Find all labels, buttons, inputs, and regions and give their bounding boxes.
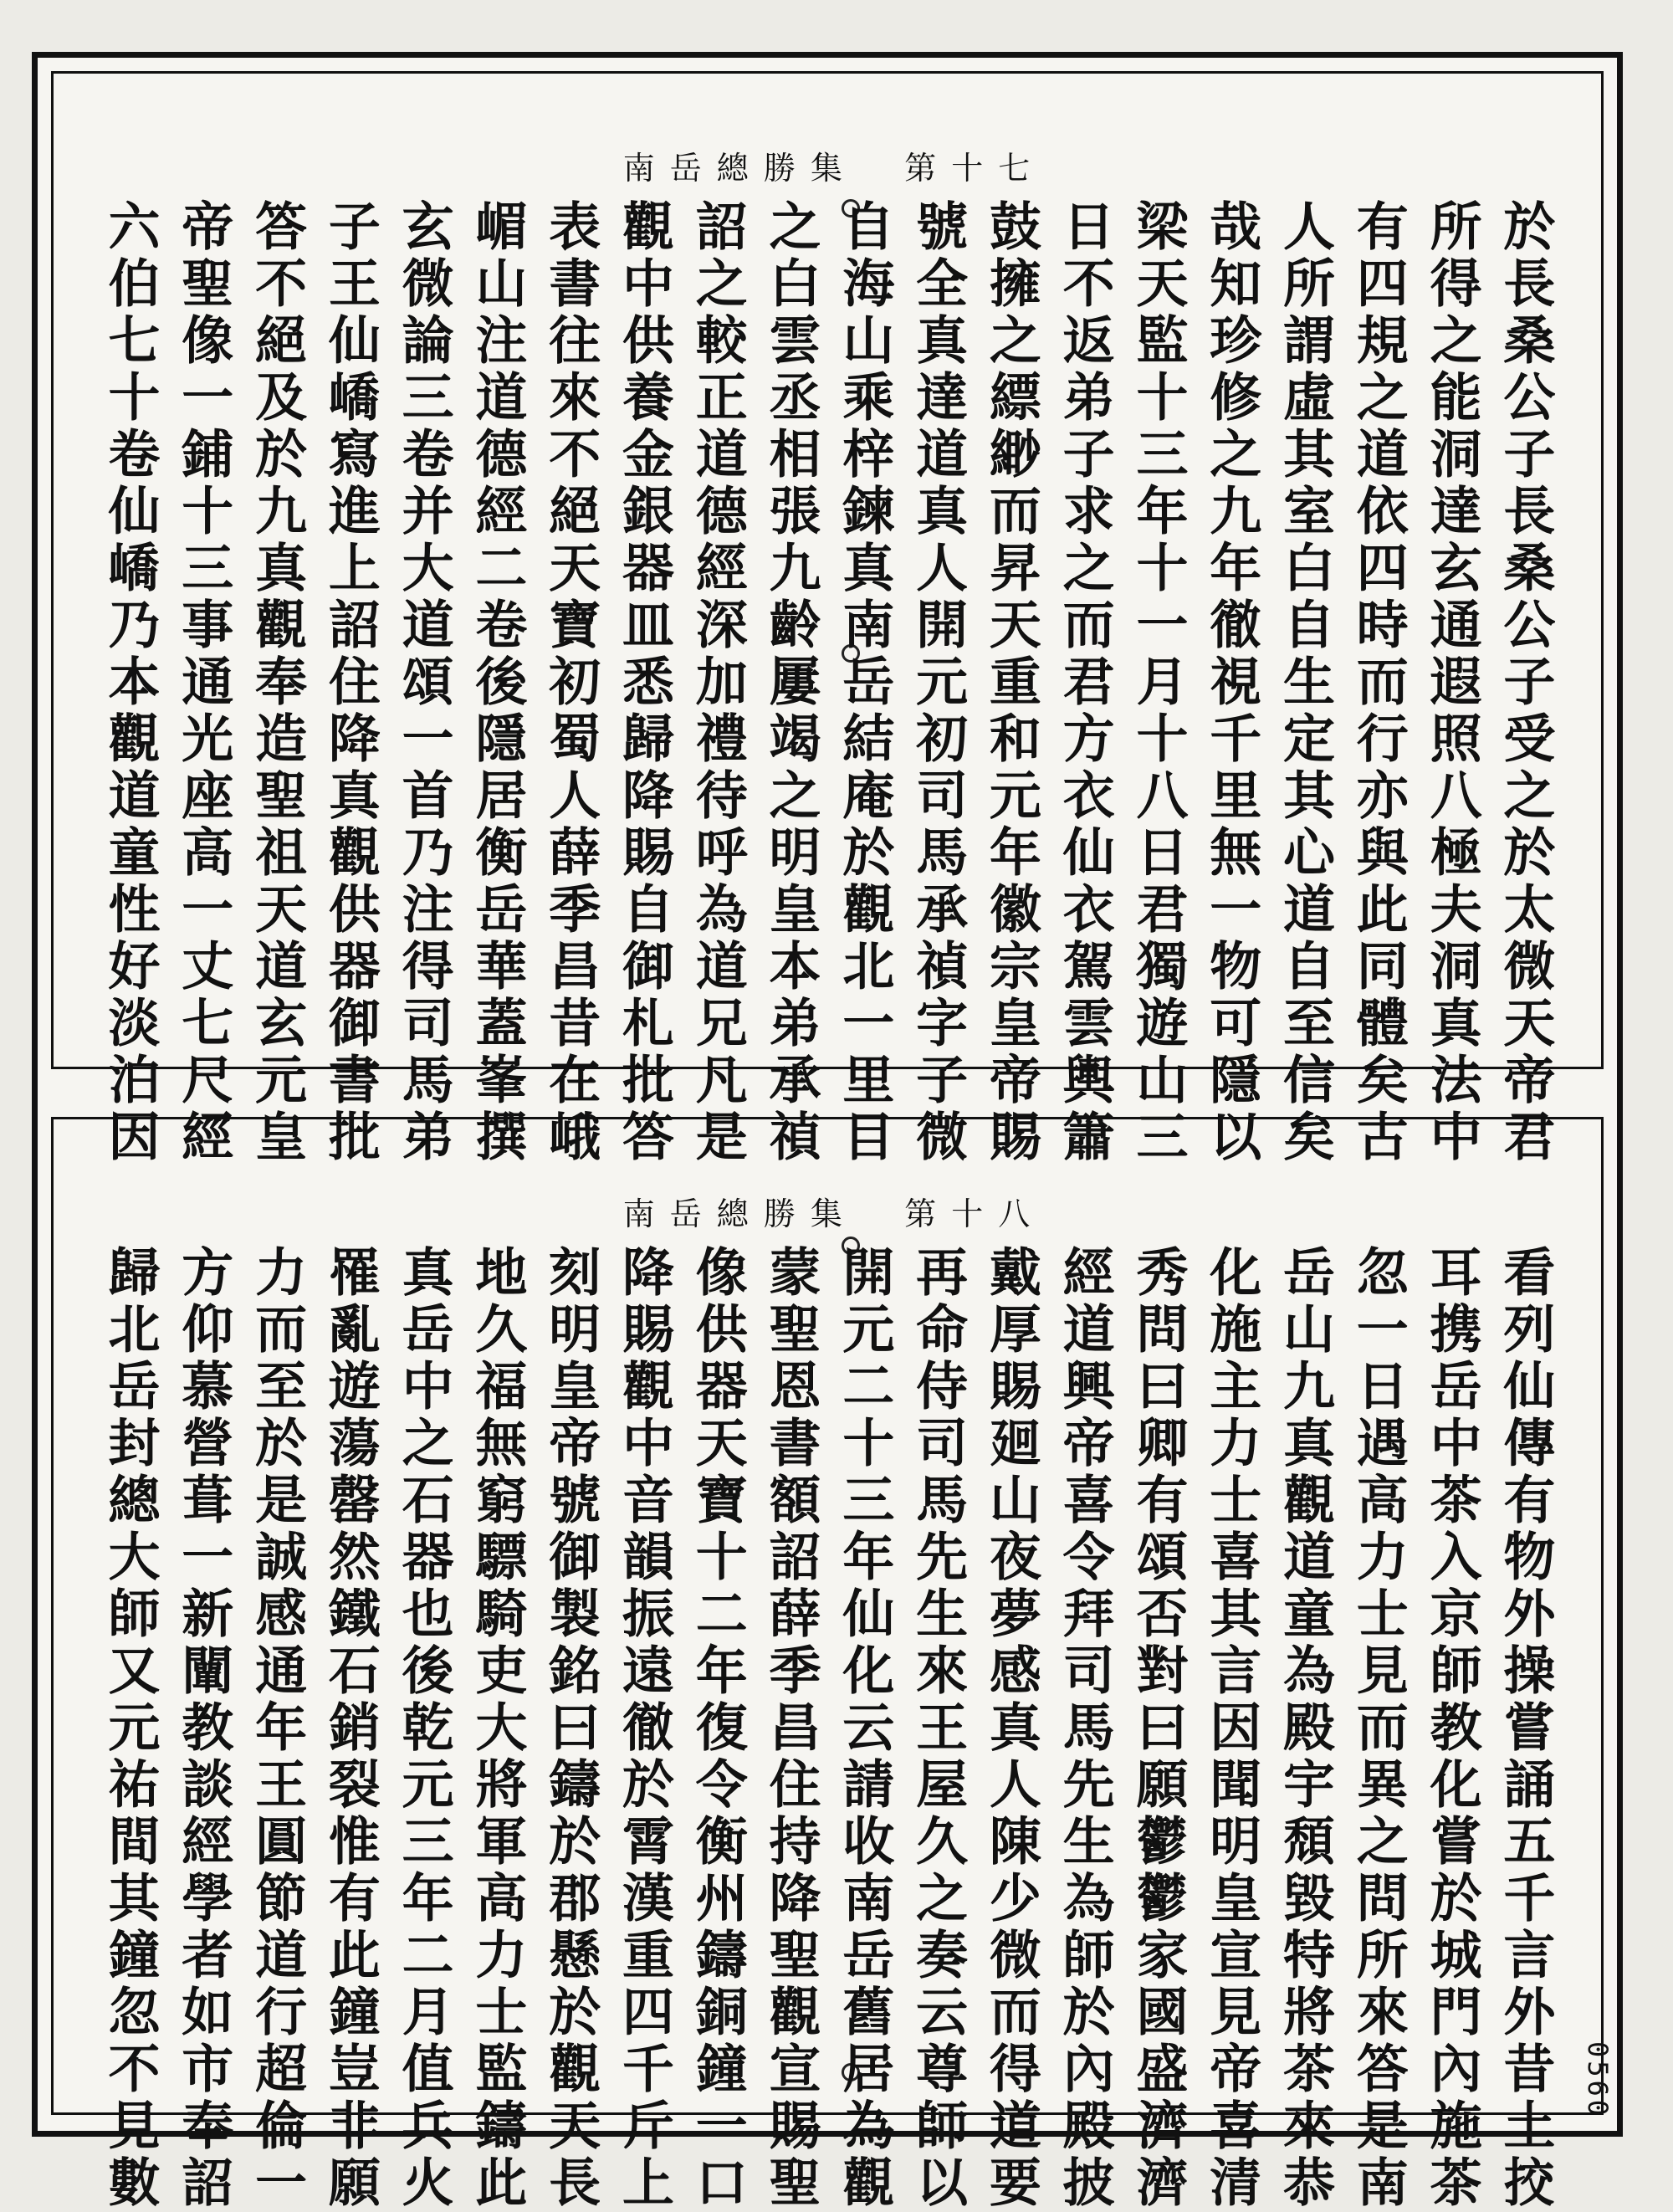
text-column: 降賜觀中音韻振遠徹於霄漢重四千斤上	[613, 1245, 675, 2212]
running-head	[54, 1188, 1601, 1234]
text-column: 經道興帝喜令拜司馬先生為師於內殿披	[1054, 1245, 1116, 2212]
text-column: 耳携岳中茶入京師教化嘗於城門內施茶	[1421, 1245, 1483, 2212]
running-head-char: 總	[716, 150, 750, 187]
text-column: 答不絕及於九真觀奉造聖祖天道玄元皇	[246, 199, 308, 1166]
text-column: 於長桑公子長桑公子受之於太微天帝君	[1494, 199, 1556, 1166]
text-column: 看列仙傳有物外操嘗誦五千言外昔土挍	[1494, 1245, 1556, 2212]
text-column: 忽一日遇高力士見而異之問所來答是南	[1348, 1245, 1410, 2212]
text-column: 之白雲丞相張九齡屢竭之明皇本弟承禎	[760, 199, 822, 1166]
running-head-char: 第	[904, 150, 939, 187]
text-column: 秀問曰卿有頌否對曰願鬱鬱家國盛濟濟	[1127, 1245, 1189, 2212]
text-column: 刻明皇帝號御製銘曰鑄於郡懸於觀天長	[540, 1245, 601, 2212]
text-column: 岳山九真觀道童為殿宇頹毀特將茶來恭	[1274, 1245, 1336, 2212]
text-column: 哉知珍修之九年徹視千里無一物可隱以	[1200, 199, 1262, 1166]
running-head-char: 十	[951, 150, 985, 187]
folio-number: 0560	[1582, 2040, 1614, 2119]
upper-half-page	[51, 71, 1604, 1166]
running-head-char: 十	[951, 1196, 985, 1232]
text-column: 詔之較正道德經深加禮待呼為道兄凡是	[687, 199, 749, 1166]
text-column: 真岳中之石器也後乾元三年二月值兵火	[393, 1245, 455, 2212]
text-column: 號全真達道真人開元初司馬承禎字子微	[907, 199, 969, 1166]
running-head	[54, 142, 1601, 188]
running-head-char: 八	[998, 1196, 1032, 1232]
running-head-char: 岳	[669, 150, 703, 187]
text-column: 像供器天寶十二年復令衡州鑄銅鐘一口	[687, 1245, 749, 2212]
text-column: 蒙聖恩書額詔薛季昌住持降聖觀宣賜聖	[760, 1245, 822, 2212]
running-head-char: 集	[810, 1196, 844, 1232]
lower-half-page	[51, 1117, 1604, 2212]
running-head-char: 總	[716, 1196, 750, 1232]
text-column: 鼓擁之縹緲而昇天重和元年徽宗皇帝賜	[980, 199, 1042, 1166]
text-column: 人所謂虛其室白自生定其心道自至信矣	[1274, 199, 1336, 1166]
text-column: 觀中供養金銀器皿悉歸降賜自御札批答	[613, 199, 675, 1166]
running-head-char: 南	[622, 1196, 657, 1232]
running-head-char: 勝	[763, 1196, 797, 1232]
running-head-char: 岳	[669, 1196, 703, 1232]
text-column: 嵋山注道德經二卷後隱居衡岳華蓋峯撰	[466, 199, 528, 1166]
text-column: 帝聖像一鋪十三事通光座高一丈七尺經	[172, 199, 234, 1166]
text-column: 表書往來不絕天寶初蜀人薛季昌昔在峨	[540, 199, 601, 1166]
text-column: 力而至於是誠感通年王圓節道行超倫一	[246, 1245, 308, 2212]
text-column: 罹亂遊蕩罄然鐵石銷裂惟有此鐘豈非願	[320, 1245, 381, 2212]
text-column: 所得之能洞達玄通遐照八極夫洞真法中	[1421, 199, 1483, 1166]
text-columns	[100, 199, 1556, 1166]
text-columns	[100, 1245, 1556, 2212]
text-column: 再命侍司馬先生來王屋久之奏云尊師以	[907, 1245, 969, 2212]
text-column: 有四規之道依四時而行亦與此同體矣古	[1348, 199, 1410, 1166]
text-column: 方仰慕營葺一新闡教談經學者如市奉詔	[172, 1245, 234, 2212]
running-head-char: 集	[810, 150, 844, 187]
running-head-char: 七	[998, 150, 1032, 187]
text-column: 化施主力士喜其言因聞明皇宣見帝喜清	[1200, 1245, 1262, 2212]
text-column: 子王仙嶠寫進上詔住降真觀供器御書批	[320, 199, 381, 1166]
running-head-char: 南	[622, 150, 657, 187]
text-column: 自海山乘梓鍊真南岳結庵於觀北一里目	[833, 199, 895, 1166]
running-head-char: 第	[904, 1196, 939, 1232]
text-column: 地久福無窮驃騎吏大將軍高力士監鑄此	[466, 1245, 528, 2212]
text-column: 開元二十三年仙化云請收南岳舊居為觀	[833, 1245, 895, 2212]
text-column: 日不返弟子求之而君方衣仙衣駕雲輿簫	[1054, 199, 1116, 1166]
text-column: 梁天監十三年十一月十八日君獨遊山三	[1127, 199, 1189, 1166]
text-column: 戴厚賜廻山夜夢感真人陳少微而得道要	[980, 1245, 1042, 2212]
running-head-char: 勝	[763, 150, 797, 187]
page-frame	[32, 52, 1623, 2212]
text-column: 六伯七十卷仙嶠乃本觀道童性好淡泊因	[100, 199, 161, 1166]
text-column: 玄微論三卷并大道頌一首乃注得司馬弟	[393, 199, 455, 1166]
text-column: 歸北岳封總大師又元祐間其鐘忽不見數	[100, 1245, 161, 2212]
